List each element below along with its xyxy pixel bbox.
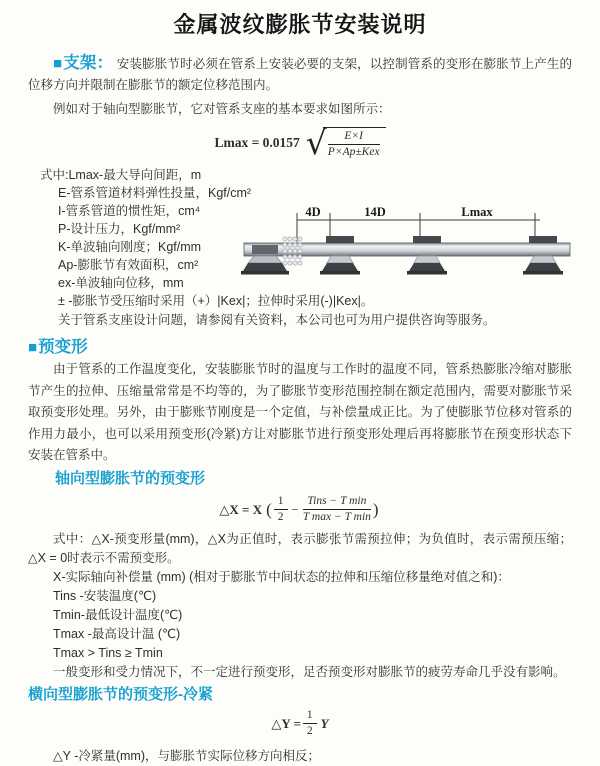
lateral-predeform-formula	[28, 708, 572, 740]
axial-predeform-formula	[28, 492, 572, 528]
lateral-note: △Y -冷紧量(mm)，与膨胀节实际位移方向相反；	[53, 748, 321, 763]
support-spacing-diagram	[240, 200, 596, 300]
definition-line: ± -膨胀节受压缩时采用（+）|Kex|；拉伸时采用(-)|Kex|。	[58, 294, 374, 308]
definition-line: P-设计压力，Kgf/mm²	[58, 222, 181, 236]
formula-rhs: Y	[320, 715, 329, 731]
temp-numerator: Tins − T min	[303, 495, 371, 510]
dim-label-14d: 14D	[364, 205, 386, 219]
dim-label-4d: 4D	[305, 205, 321, 219]
diagram-svg	[240, 200, 596, 300]
sqrt-radical	[305, 123, 386, 162]
dim-label-lmax: Lmax	[461, 205, 493, 219]
axial-where-line: 式中：△X-预变形量(mm)，△X为正值时，表示膨张节需预拉伸；为负值时，表示需预压缩；△X = 0时表示不需预变形。	[28, 531, 572, 565]
x-definition-line: X-实际轴向补偿量 (mm) (相对于膨胀节中间状态的拉伸和压缩位移量绝对值之和)：	[53, 569, 510, 584]
definition-line: K-单波轴向刚度；Kgf/mm	[58, 240, 202, 254]
section-heading-predeform: 预变形	[38, 338, 88, 356]
section-marker-icon: ■	[28, 339, 38, 356]
definition-line: E-管系管道材料弹性投量，Kgf/cm²	[58, 186, 252, 200]
left-paren: (	[266, 499, 272, 519]
formula-lhs: △X = X	[219, 501, 263, 517]
support-intro-paragraph	[28, 53, 572, 96]
half-denominator: 2	[306, 725, 313, 737]
section-marker-icon: ■	[53, 55, 63, 72]
subheading-axial-predeform: 轴向型膨胀节的预变形	[55, 469, 206, 487]
sqrt-sign-icon: √	[305, 123, 327, 162]
where-label: 式中:Lmax-最大导向间距，m	[40, 168, 202, 182]
predeform-heading-row	[28, 336, 572, 359]
half-numerator: 1	[303, 709, 317, 724]
formula-denominator: P×Ap±Kex	[327, 146, 380, 158]
temp-definition-line: Tins -安装温度(℃)	[53, 588, 157, 603]
temp-relation-line: Tmax > Tins ≥ Tmin	[53, 645, 163, 660]
definition-line: Ap-膨胀节有效面积，cm²	[58, 258, 199, 272]
half-denominator: 2	[277, 511, 284, 523]
temp-denominator: T max − T min	[302, 511, 371, 523]
lmax-formula	[28, 123, 572, 163]
subheading-lateral-predeform: 横向型膨胀节的预变形-冷紧	[28, 685, 213, 703]
minus-operator: −	[291, 501, 299, 517]
support-intro-text: 安装膨胀节时必须在管系上安装必要的支架，以控制管系的变形在膨胀节上产生的位移方向并限制在膨胀节的额定位移范围内。	[28, 57, 572, 92]
half-numerator: 1	[274, 495, 288, 510]
temp-definition-line: Tmin-最低设计温度(℃)	[53, 607, 183, 622]
definition-line: I-管系管道的惯性矩，cm⁴	[58, 204, 201, 218]
formula-numerator: E×I	[328, 130, 380, 145]
page-title: 金属波纹膨胀节安装说明	[173, 12, 427, 37]
right-paren: )	[372, 499, 379, 519]
support-note: 关于管系支座设计问题，请参阅有关资料，本公司也可为用户提供咨询等服务。	[58, 313, 496, 327]
formula-lhs: Lmax = 0.0157	[214, 135, 300, 150]
formula-lhs: △Y =	[271, 715, 301, 731]
support-example-line: 例如对于轴向型膨胀节，它对管系支座的基本要求如图所示：	[53, 102, 391, 116]
definition-line: ex-单波轴向位移，mm	[58, 276, 184, 290]
predeform-paragraph: 由于管系的工作温度变化，安装膨胀节时的温度与工作时的温度不同，管系热膨胀冷缩对膨胀节产生的拉伸、压缩量常常是不均等的，为了膨胀节变形范围控制在额定范围内，需要对膨胀节采取预变形处理。另外，由于膨账节刚度是一个定值，与补偿量成正比。为了使膨胀节位移对管系的作用力最小，也可以采用预变形(冷紧)方让对膨胀节进行预变形处理后再将膨胀节在预变形状态下安装在管系中。	[28, 362, 572, 462]
axial-note: 一般变形和受力情况下，不一定进行预变形，足否预变形对膨胀节的疲劳寿命几乎没有影响。	[53, 664, 566, 679]
section-heading-support: 支架：	[63, 54, 114, 72]
temp-definition-line: Tmax -最高设计温 (℃)	[53, 626, 181, 641]
